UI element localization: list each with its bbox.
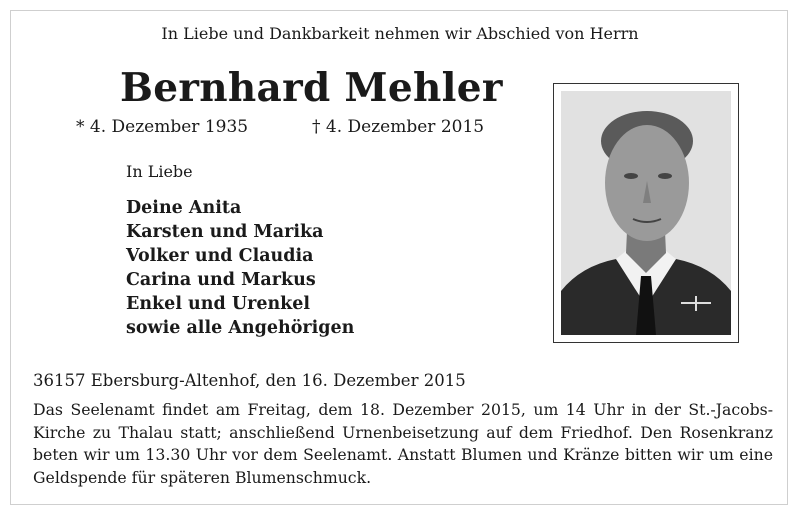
mourner-item: Deine Anita (126, 198, 242, 218)
intro-line: In Liebe und Dankbarkeit nehmen wir Abschied von Herrn (161, 24, 639, 43)
death-date: † 4. Dezember 2015 (312, 117, 485, 137)
place-date: 36157 Ebersburg-Altenhof, den 16. Dezember 2015 (33, 371, 466, 390)
in-love-label: In Liebe (126, 162, 193, 181)
mourner-item: sowie alle Angehörigen (126, 318, 355, 338)
mourners-list (126, 196, 354, 340)
mourner-item: Enkel und Urenkel (126, 294, 311, 314)
service-text: Das Seelenamt findet am Freitag, dem 18. Dezember 2015, um 14 Uhr in der St.-Jacobs-Kirche zu Thalau statt; anschließend Urnenbeisetzung auf dem Friedhof. Den Rosenkranz beten wir um 13.30 Uhr vor dem Seelenamt. Anstatt Blumen und Kränze bitten wir um eine Geldspende für späteren Blumenschmuck. (33, 400, 773, 487)
portrait-figure (561, 91, 731, 335)
mourner-item: Karsten und Marika (126, 222, 324, 242)
deceased-name: Bernhard Mehler (120, 65, 503, 111)
birth-date: * 4. Dezember 1935 (76, 117, 249, 137)
portrait-photo (553, 83, 739, 343)
mourner-item: Carina und Markus (126, 270, 316, 290)
mourner-item: Volker und Claudia (126, 246, 314, 266)
